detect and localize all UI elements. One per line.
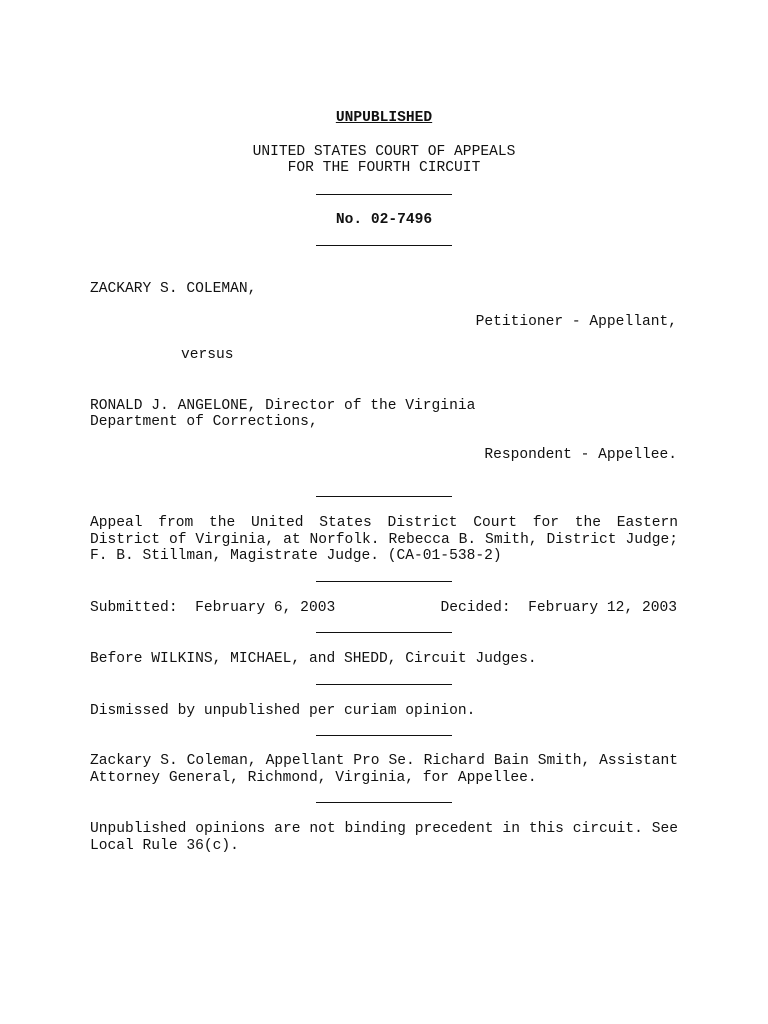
divider-8 [316,802,452,803]
appeal-paragraph: Appeal from the United States District Court for the Eastern District of Virginia, at Norfolk. Rebecca B. Smith, District Judge; F. B. Stillman, Magistrate Judge. (CA-01-538-2) [90,515,678,564]
divider-2 [316,245,452,246]
disposition: Dismissed by unpublished per curiam opinion. [90,703,476,719]
divider-5 [316,632,452,633]
court-name-line1: UNITED STATES COURT OF APPEALS [252,144,516,160]
divider-7 [316,735,452,736]
respondent-line1: RONALD J. ANGELONE, Director of the Virginia [90,398,476,414]
decided-date: Decided: February 12, 2003 [440,600,677,616]
unpublished-heading: UNPUBLISHED [335,110,433,126]
divider-4 [316,581,452,582]
divider-3 [316,496,452,497]
case-number: No. 02-7496 [335,212,433,228]
respondent-line2: Department of Corrections, [90,414,318,430]
versus-label: versus [181,347,234,363]
petitioner-name: ZACKARY S. COLEMAN, [90,281,257,297]
respondent-role: Respondent - Appellee. [484,447,677,463]
submitted-date: Submitted: February 6, 2003 [90,600,336,616]
court-name-line2: FOR THE FOURTH CIRCUIT [287,160,481,176]
petitioner-role: Petitioner - Appellant, [475,314,677,330]
precedent-notice: Unpublished opinions are not binding precedent in this circuit. See Local Rule 36(c). [90,821,678,854]
panel-judges: Before WILKINS, MICHAEL, and SHEDD, Circuit Judges. [90,651,537,667]
divider-6 [316,684,452,685]
divider-1 [316,194,452,195]
counsel-paragraph: Zackary S. Coleman, Appellant Pro Se. Richard Bain Smith, Assistant Attorney General, Richmond, Virginia, for Appellee. [90,753,678,786]
